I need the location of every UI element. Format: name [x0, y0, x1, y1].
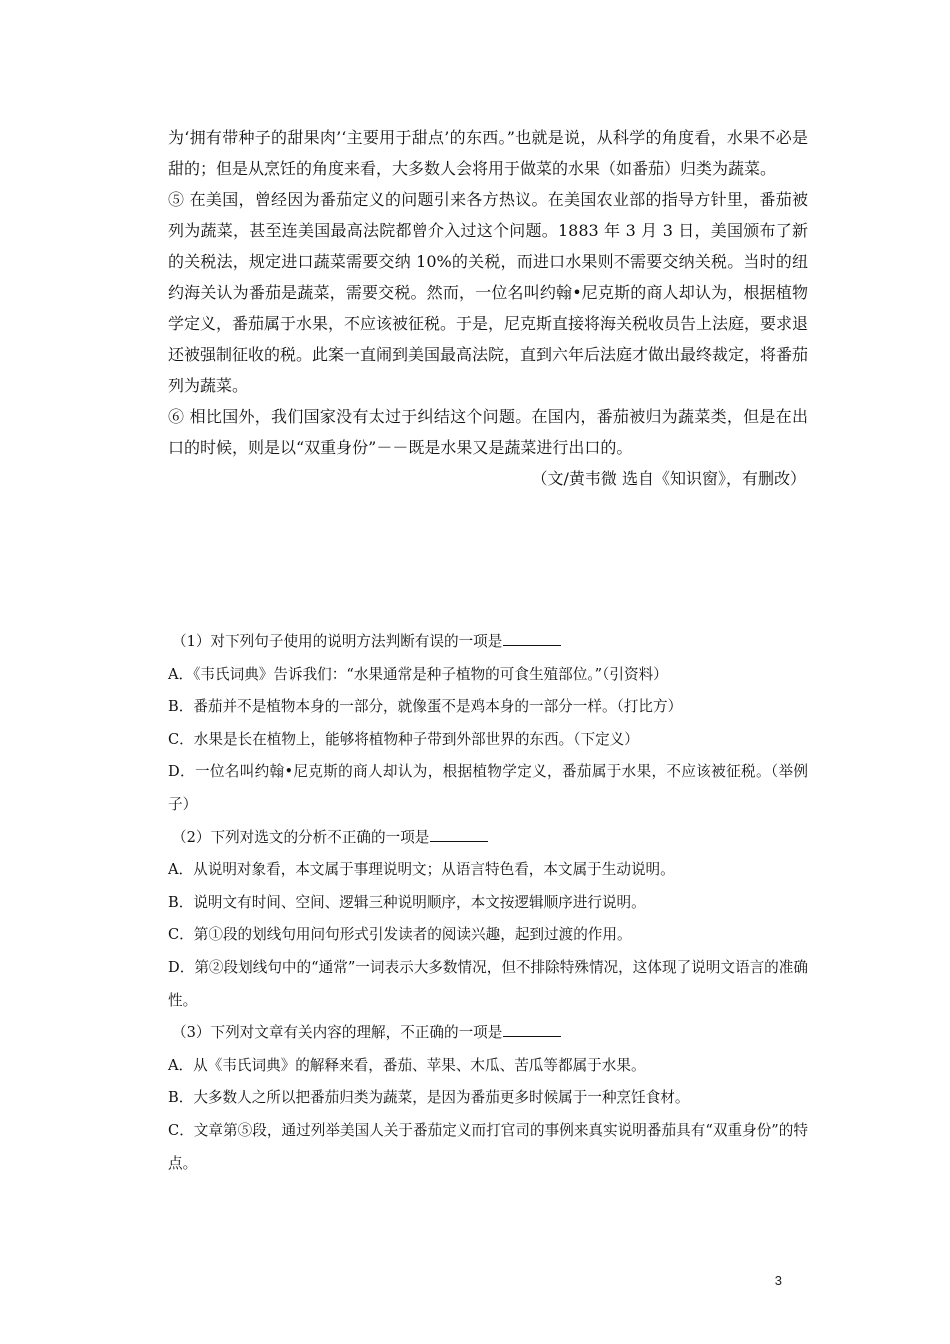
option-b: B．大多数人之所以把番茄归类为蔬菜，是因为番茄更多时候属于一种烹饪食材。 — [168, 1089, 690, 1107]
page-number: 3 — [774, 1273, 782, 1288]
option-b: B．番茄并不是植物本身的一部分，就像蛋不是鸡本身的一部分一样。（打比方） — [168, 698, 683, 716]
option-a: A．《韦氏词典》告诉我们：“水果通常是种子植物的可食生殖部位。”（引资料） — [168, 665, 668, 683]
question-1 — [168, 626, 808, 822]
option-d: D．一位名叫约翰•尼克斯的商人却认为，根据植物学定义，番茄属于水果，不应该被征税。（举例子） — [168, 763, 808, 813]
passage-paragraph: 为‘拥有带种子的甜果肉’‘主要用于甜点’的东西。”也就是说，从科学的角度看，水果不必是甜的；但是从烹饪的角度来看，大多数人会将用于做菜的水果（如番茄）归类为蔬菜。 — [168, 128, 808, 178]
question-stem-text: （2）下列对选文的分析不正确的一项是 — [172, 828, 430, 846]
option-c: C．文章第⑤段，通过列举美国人关于番茄定义而打官司的事例来真实说明番茄具有“双重身份”的特点。 — [168, 1121, 808, 1172]
question-stem — [168, 822, 808, 855]
answer-blank[interactable] — [503, 631, 561, 646]
passage-source: （文/黄韦微 选自《知识窗》，有删改） — [531, 469, 806, 488]
answer-blank[interactable] — [430, 827, 488, 842]
option-c: C．水果是长在植物上，能够将植物种子带到外部世界的东西。（下定义） — [168, 730, 639, 748]
option-b: B．说明文有时间、空间、逻辑三种说明顺序，本文按逻辑顺序进行说明。 — [168, 893, 646, 911]
option-d: D．第②段划线句中的“通常”一词表示大多数情况，但不排除特殊情况，这体现了说明文语言的准确性。 — [168, 958, 808, 1009]
question-2 — [168, 822, 808, 1018]
option-c: C．第①段的划线句用问句形式引发读者的阅读兴趣，起到过渡的作用。 — [168, 926, 632, 944]
passage-paragraph-5: ⑤ 在美国，曾经因为番茄定义的问题引来各方热议。在美国农业部的指导方针里，番茄被列为蔬菜，甚至连美国最高法院都曾介入过这个问题。1883 年 3 月 3 日，美国颁布了新的关税法，规定进口蔬菜需要交纳 10%的关税，而进口水果则不需要交纳关税。当时的纽约海关认为番茄是蔬菜，需要交税。然而，一位名叫约翰•尼克斯的商人却认为，根据植物学定义，番茄属于水果，不应该被征税。于是，尼克斯直接将海关税收员告上法庭，要求退还被强制征收的税。此案一直闹到美国最高法院，直到六年后法庭才做出最终裁定，将番茄列为蔬菜。 — [168, 190, 809, 395]
question-stem — [168, 626, 808, 659]
passage-paragraph-6: ⑥ 相比国外，我们国家没有太过于纠结这个问题。在国内，番茄被归为蔬菜类，但是在出口的时候，则是以“双重身份”－－既是水果又是蔬菜进行出口的。 — [168, 407, 808, 457]
question-section — [168, 626, 808, 1180]
question-stem-text: （3）下列对文章有关内容的理解，不正确的一项是 — [172, 1024, 503, 1042]
answer-blank[interactable] — [503, 1022, 561, 1037]
question-stem-text: （1）对下列句子使用的说明方法判断有误的一项是 — [172, 633, 503, 650]
reading-passage — [168, 122, 808, 494]
option-a: A．从《韦氏词典》的解释来看，番茄、苹果、木瓜、苦瓜等都属于水果。 — [168, 1056, 646, 1074]
question-3 — [168, 1017, 808, 1180]
question-stem — [168, 1017, 808, 1050]
option-a: A．从说明对象看，本文属于事理说明文；从语言特色看，本文属于生动说明。 — [168, 861, 675, 879]
